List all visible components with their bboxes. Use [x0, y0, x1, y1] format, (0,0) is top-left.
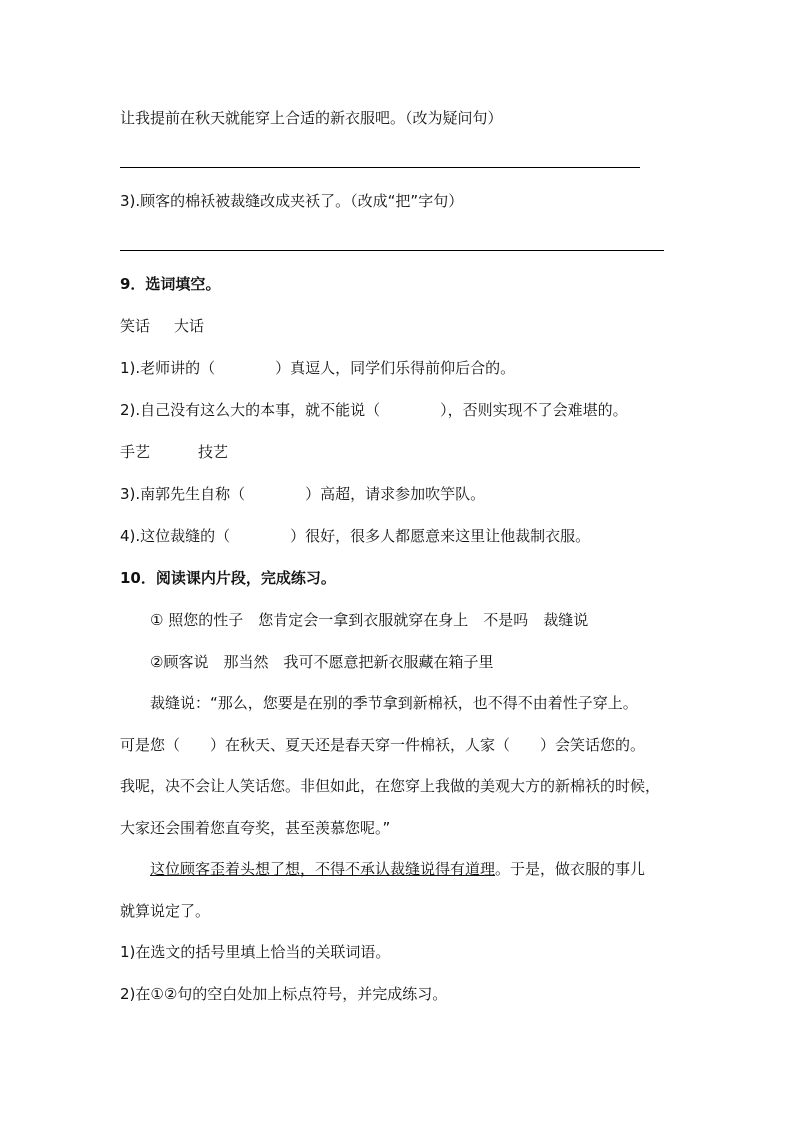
q10-task-1: 1)在选文的括号里填上恰当的关联词语。 [120, 943, 391, 961]
q9-item-1: 1).老师讲的（ ）真逗人，同学们乐得前仰后合的。 [120, 359, 516, 377]
passage-sentence-1: ① 照您的性子 您肯定会一拿到衣服就穿在身上 不是吗 裁缝说 [150, 611, 589, 629]
word-option: 大话 [174, 317, 205, 335]
underlined-sentence: 这位顾客歪着头想了想，不得不承认裁缝说得有道理 [150, 860, 496, 878]
word-option: 技艺 [198, 443, 229, 461]
word-option: 手艺 [120, 443, 151, 461]
q9-item-2: 2).自己没有这么大的本事，就不能说（ ），否则实现不了会难堪的。 [120, 401, 628, 419]
q10-title: 10．阅读课内片段，完成练习。 [120, 569, 336, 587]
passage-line: 裁缝说：“那么，您要是在别的季节拿到新棉袄，也不得不由着性子穿上。 [150, 694, 638, 712]
passage-line: 大家还会围着您直夸奖，甚至羡慕您呢。” [120, 819, 391, 837]
q9-item-4: 4).这位裁缝的（ ）很好，很多人都愿意来这里让他裁制衣服。 [120, 527, 591, 545]
q9-word-options-1 [120, 316, 204, 336]
q9-title: 9．选词填空。 [120, 275, 221, 293]
passage-sentence-2: ②顾客说 那当然 我可不愿意把新衣服藏在箱子里 [150, 653, 494, 671]
answer-line-2 [120, 250, 664, 251]
passage-line [150, 859, 645, 879]
passage-line: 可是您（ ）在秋天、夏天还是春天穿一件棉袄，人家（ ）会笑话您的。 [120, 736, 646, 754]
passage-text: 。于是，做衣服的事儿 [495, 860, 646, 878]
passage-line: 就算说定了。 [120, 902, 211, 920]
passage-line: 我呢，决不会让人笑话您。非但如此，在您穿上我做的美观大方的新棉袄的时候， [120, 777, 661, 795]
q8-item-3: 3).顾客的棉袄被裁缝改成夹袄了。（改成“把”字句） [120, 192, 464, 210]
q9-word-options-2 [120, 442, 228, 462]
q10-task-2: 2)在①②句的空白处加上标点符号，并完成练习。 [120, 985, 448, 1003]
answer-line-1 [120, 167, 640, 168]
word-option: 笑话 [120, 317, 151, 335]
q8-item-2: 让我提前在秋天就能穿上合适的新衣服吧。（改为疑问句） [120, 109, 503, 127]
q9-item-3: 3).南郭先生自称（ ）高超，请求参加吹竽队。 [120, 485, 486, 503]
